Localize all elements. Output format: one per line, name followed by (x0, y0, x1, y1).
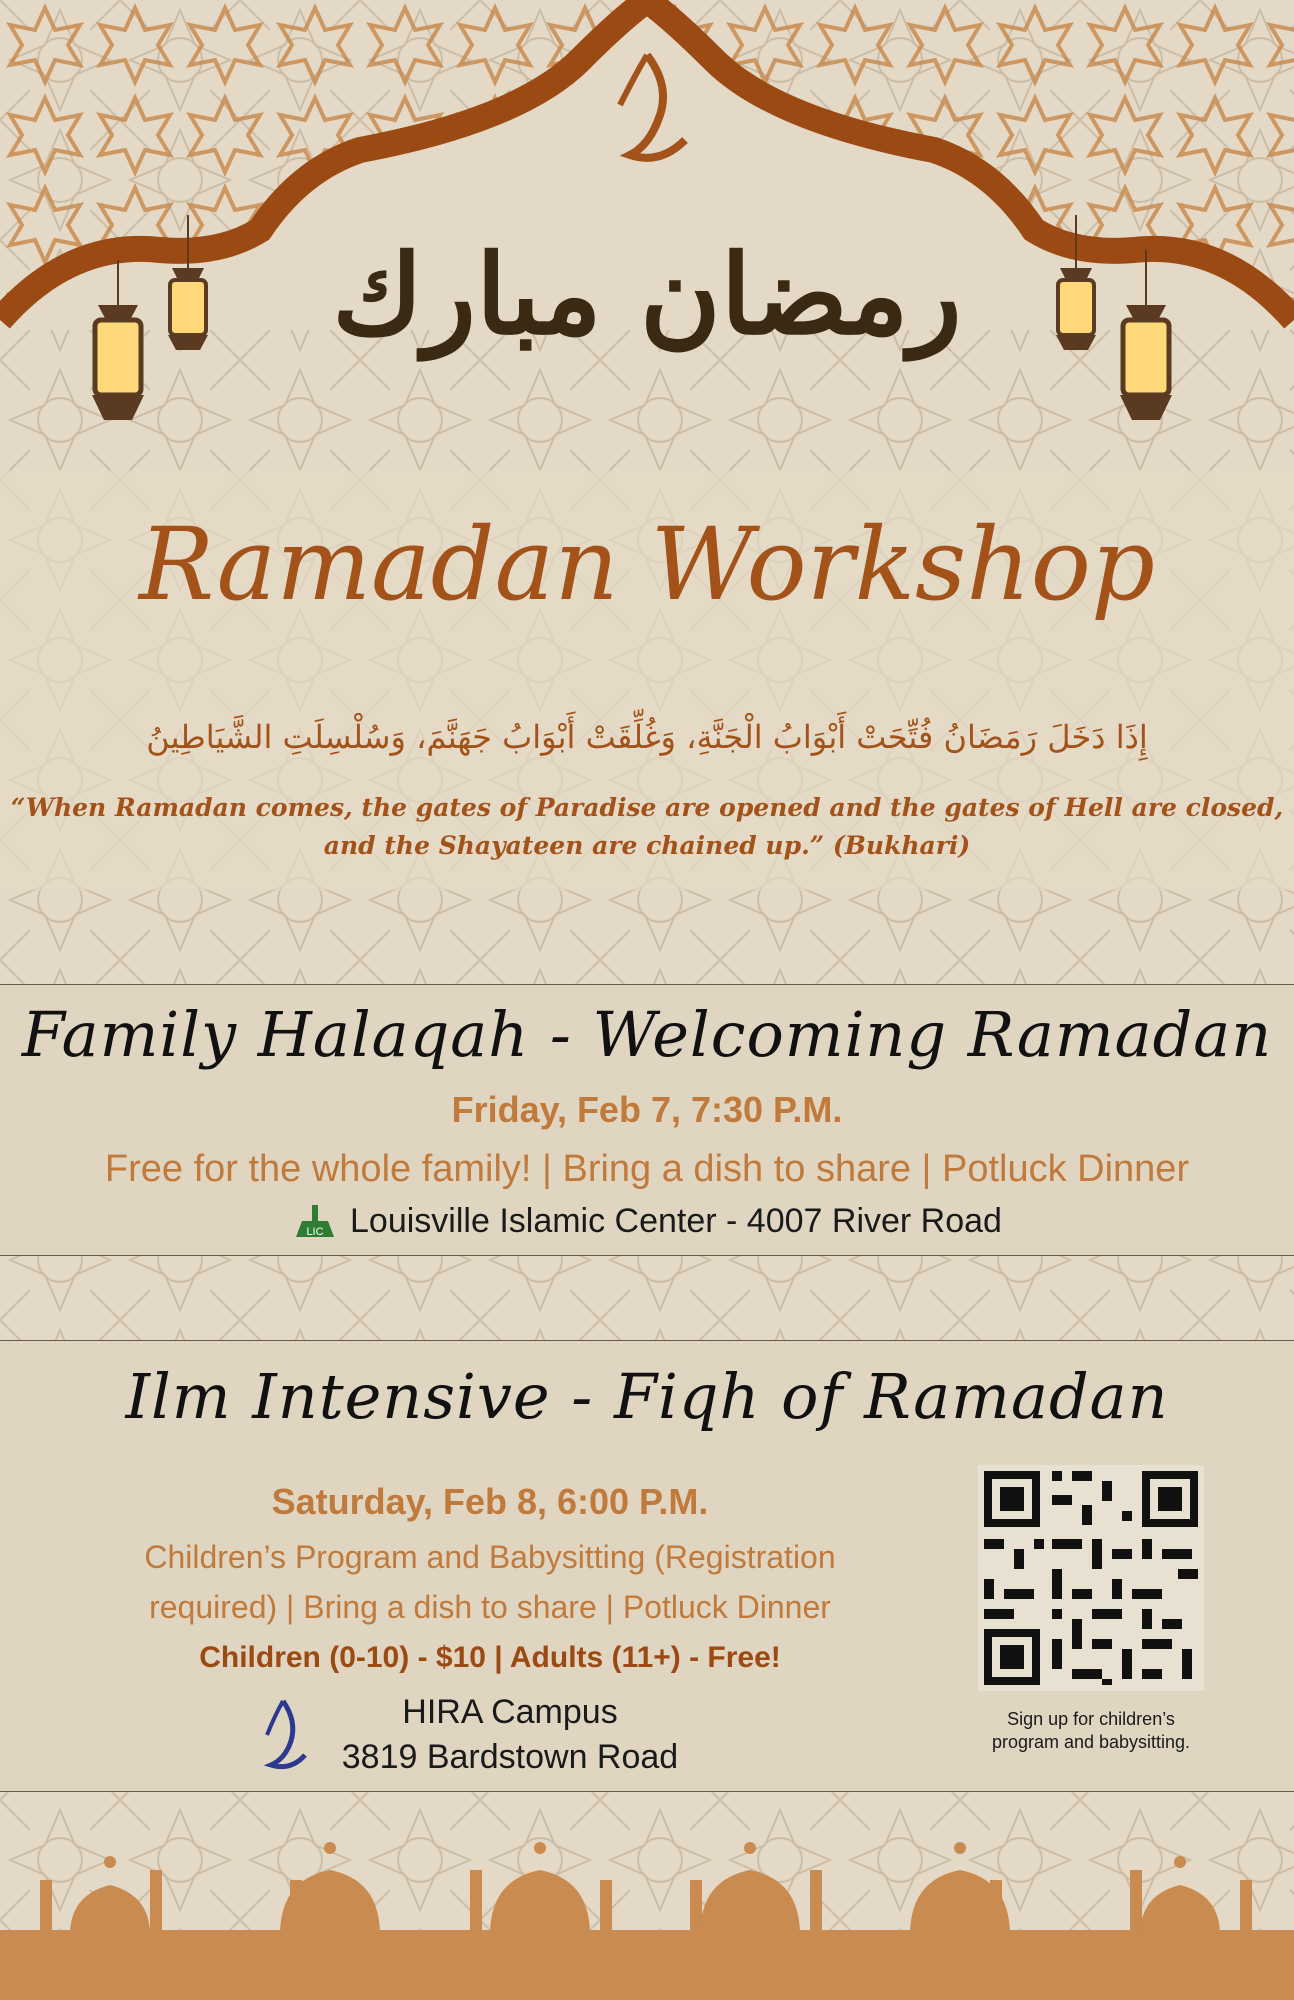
event2-title: Ilm Intensive - Fiqh of Ramadan (125, 1360, 1169, 1433)
hadith-arabic: إِذَا دَخَلَ رَمَضَانُ فُتِّحَتْ أَبْوَابُ الْجَنَّةِ، وَغُلِّقَتْ أَبْوَابُ جَهَنَّمَ، وَسُلْسِلَتِ الشَّيَاطِينُ (146, 718, 1148, 756)
event2-details-line2: required) | Bring a dish to share | Potluck Dinner (149, 1589, 831, 1625)
event1-location-row (0, 1198, 1294, 1244)
qr-caption-line2: program and babysitting. (991, 1732, 1191, 1752)
svg-text:LIC: LIC (306, 1226, 324, 1238)
event1-location: Louisville Islamic Center - 4007 River Road (350, 1201, 1002, 1240)
event2-datetime: Saturday, Feb 8, 6:00 P.M. (271, 1481, 709, 1522)
event1-details: Free for the whole family! | Bring a dish to share | Potluck Dinner (104, 1148, 1190, 1190)
event2-location-block (250, 1690, 730, 1790)
qr-code-icon[interactable] (978, 1465, 1204, 1691)
event2-pricing: Children (0-10) - $10 | Adults (11+) - Free! (199, 1641, 781, 1674)
hadith-english-line2: and the Shayateen are chained up.” (Bukhari) (323, 831, 971, 860)
lic-logo-icon (292, 1201, 338, 1241)
event2-location-line1: HIRA Campus (402, 1693, 618, 1731)
event1-title: Family Halaqah - Welcoming Ramadan (21, 998, 1273, 1071)
event2-location-line2: 3819 Bardstown Road (341, 1738, 679, 1776)
workshop-title: Ramadan Workshop (138, 506, 1155, 623)
ramadan-mubarak-calligraphy: رمضان مبارك (332, 230, 962, 359)
hira-logo-icon (590, 45, 704, 175)
qr-caption-line1: Sign up for children’s (1007, 1709, 1175, 1729)
hadith-english-line1: “When Ramadan comes, the gates of Paradise are opened and the gates of Hell are closed, (10, 793, 1284, 822)
event1-datetime: Friday, Feb 7, 7:30 P.M. (451, 1089, 843, 1130)
event2-details-line1: Children’s Program and Babysitting (Registration (144, 1539, 836, 1575)
hira-logo-icon (255, 1695, 311, 1775)
